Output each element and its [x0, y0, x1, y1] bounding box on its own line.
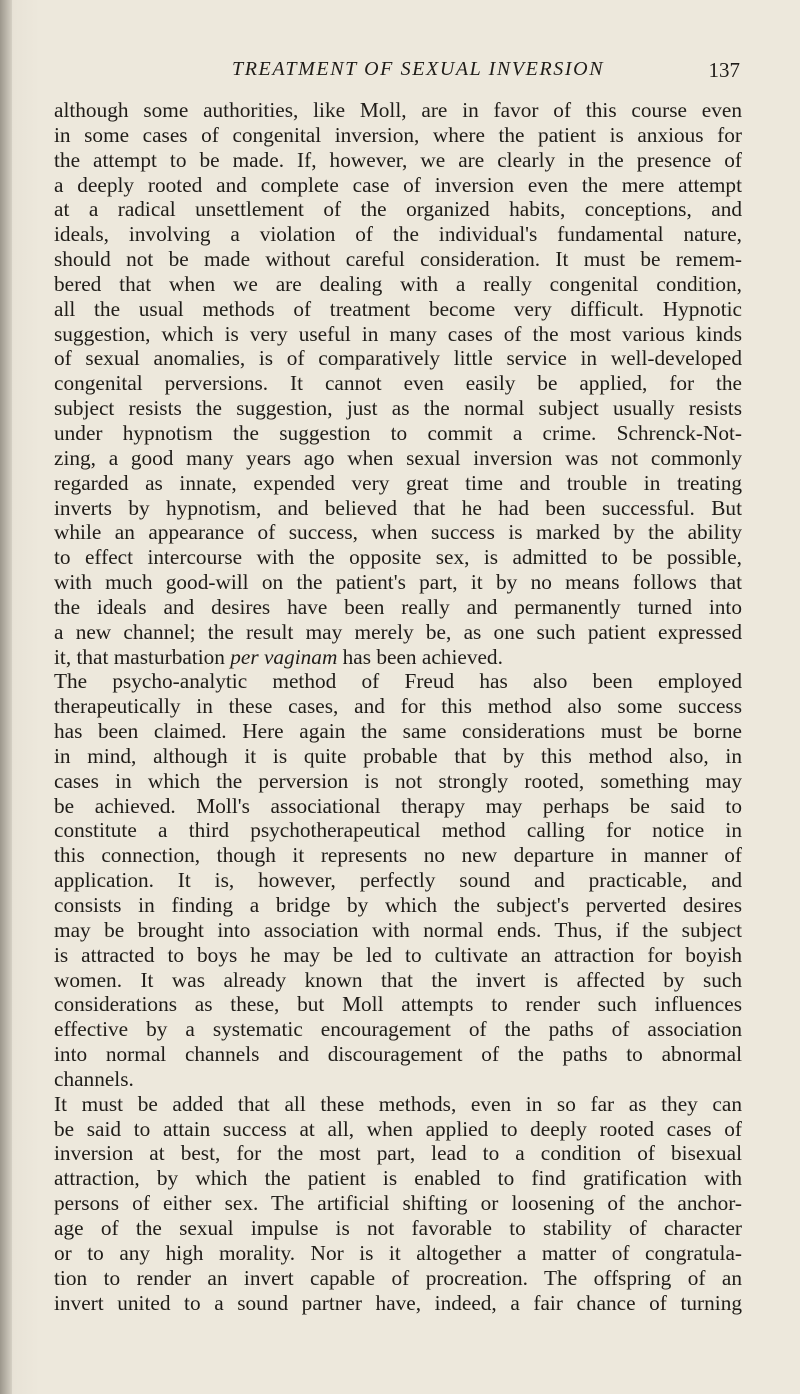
text-line: subject resists the suggestion, just as the normal subject usually resists: [54, 396, 742, 421]
text-line: although some authorities, like Moll, are in favor of this course even: [54, 98, 742, 122]
text-line: ideals, involving a violation of the individual's fundamental nature,: [54, 222, 742, 247]
page-number: 137: [708, 58, 740, 82]
text-line: The psycho-analytic method of Freud has also been employed: [54, 669, 742, 694]
text-line: suggestion, which is very useful in many cases of the most various kinds: [54, 321, 742, 346]
text-line: tion to render an invert capable of procreation. The offspring of an: [54, 1265, 742, 1290]
text-fragment: it, that masturbation: [54, 644, 231, 669]
text-line: in mind, although it is quite probable that by this method also, in: [54, 743, 742, 768]
text-line: under hypnotism the suggestion to commit a crime. Schrenck-Not-: [54, 420, 742, 445]
text-line: application. It is, however, perfectly sound and practicable, and: [54, 868, 742, 893]
text-line: is attracted to boys he may be led to cultivate an attraction for boyish: [54, 942, 742, 967]
text-line: congenital perversions. It cannot even easily be applied, for the: [54, 371, 742, 396]
text-line: constitute a third psychotherapeutical method calling for notice in: [54, 818, 742, 843]
text-line: while an appearance of success, when success is marked by the ability: [54, 520, 742, 545]
text-line: persons of either sex. The artificial shifting or loosening of the anchor-: [54, 1191, 742, 1216]
text-line: invert united to a sound partner have, indeed, a fair chance of turning: [54, 1290, 742, 1315]
text-line: into normal channels and discouragement of the paths to abnormal: [54, 1042, 742, 1067]
text-line: attraction, by which the patient is enabled to find gratification with: [54, 1166, 742, 1191]
text-line: zing, a good many years ago when sexual inversion was not commonly: [54, 445, 742, 470]
text-line: [54, 645, 742, 670]
text-line: age of the sexual impulse is not favorable to stability of character: [54, 1215, 742, 1240]
text-line: inverts by hypnotism, and believed that he had been successful. But: [54, 495, 742, 520]
text-line: effective by a systematic encouragement of the paths of association: [54, 1017, 742, 1042]
text-line: considerations as these, but Moll attempts to render such influences: [54, 992, 742, 1017]
text-line: cases in which the perversion is not strongly rooted, something may: [54, 768, 742, 793]
text-line: to effect intercourse with the opposite sex, is admitted to be possible,: [54, 545, 742, 570]
text-line: this connection, though it represents no new departure in manner of: [54, 843, 742, 868]
text-line: channels.: [54, 1066, 134, 1091]
running-title: TREATMENT OF SEXUAL INVERSION: [232, 58, 605, 80]
text-line: regarded as innate, expended very great time and trouble in treating: [54, 470, 742, 495]
text-line: inversion at best, for the most part, lead to a condition of bisexual: [54, 1141, 742, 1166]
text-line: at a radical unsettlement of the organized habits, conceptions, and: [54, 197, 742, 222]
text-line: bered that when we are dealing with a really congenital condition,: [54, 271, 742, 296]
text-line: has been claimed. Here again the same considerations must be borne: [54, 719, 742, 744]
text-line: be achieved. Moll's associational therapy may perhaps be said to: [54, 793, 742, 818]
text-line: consists in finding a bridge by which the subject's perverted desires: [54, 893, 742, 917]
body-text: [54, 98, 742, 1315]
text-line: should not be made without careful consideration. It must be remem-: [54, 247, 742, 272]
text-line: with much good-will on the patient's part, it by no means follows that: [54, 570, 742, 595]
text-line: may be brought into association with normal ends. Thus, if the subject: [54, 917, 742, 942]
text-line: all the usual methods of treatment become very difficult. Hypnotic: [54, 296, 742, 321]
text-line: a deeply rooted and complete case of inversion even the mere attempt: [54, 172, 742, 197]
text-line: the ideals and desires have been really and permanently turned into: [54, 594, 742, 619]
text-line: the attempt to be made. If, however, we are clearly in the presence of: [54, 147, 742, 172]
text-line: or to any high morality. Nor is it altogether a matter of congratula-: [54, 1240, 742, 1265]
text-line: in some cases of congenital inversion, where the patient is anxious for: [54, 122, 742, 147]
binding-gutter: [0, 0, 12, 1394]
text-line: of sexual anomalies, is of comparatively little service in well-developed: [54, 346, 742, 371]
text-fragment: has been achieved.: [337, 644, 503, 669]
italic-phrase: per vaginam: [230, 644, 338, 669]
text-line: It must be added that all these methods, even in so far as they can: [54, 1091, 742, 1116]
text-line: therapeutically in these cases, and for this method also some success: [54, 694, 742, 719]
text-line: women. It was already known that the invert is affected by such: [54, 967, 742, 992]
text-line: a new channel; the result may merely be, as one such patient expressed: [54, 619, 742, 644]
text-line: be said to attain success at all, when applied to deeply rooted cases of: [54, 1116, 742, 1141]
running-header: [232, 58, 740, 88]
